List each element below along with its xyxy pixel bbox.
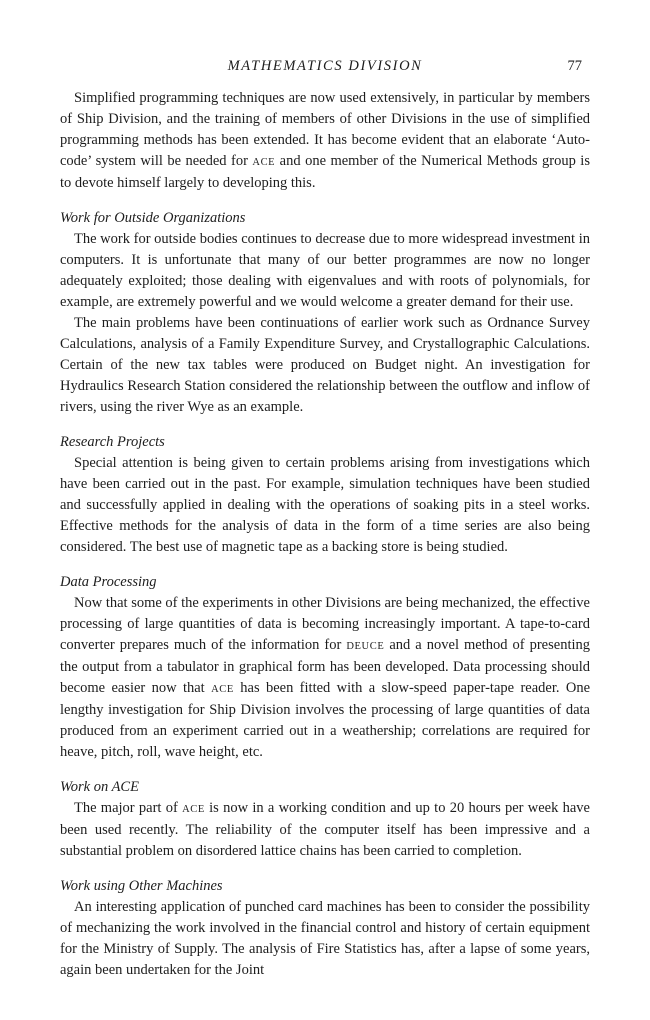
body-paragraph xyxy=(60,229,590,313)
text-run: and one member of the Numerical Methods group is to devote himself largely to developing this. xyxy=(60,153,590,191)
text-run: The work for outside bodies continues to decrease due to more widespread investment in computers. It is unfortunate that many of our better programmes are now no longer adequately exploited; those dealing with eigenvalues and with roots of polynomials, for example, are extremely powerful and we would welcome a greater demand for their use. xyxy=(60,231,590,310)
body-paragraph xyxy=(60,88,590,194)
intro-section xyxy=(60,88,590,194)
section-heading: Work on ACE xyxy=(60,779,139,795)
small-caps-term: ACE xyxy=(252,157,276,168)
body-paragraph xyxy=(60,453,590,558)
body-paragraph xyxy=(60,593,590,763)
section xyxy=(60,418,590,558)
section-heading: Work using Other Machines xyxy=(60,878,223,894)
document-page xyxy=(60,58,590,981)
small-caps-term: ACE xyxy=(211,684,234,695)
text-run: and a novel method of presenting the output from a tabulator in graphical form has been developed. Data processing should become easier now that xyxy=(60,637,590,696)
text-run: The major part of xyxy=(74,800,183,816)
text-run: An interesting application of punched card machines has been to consider the possibility of mechanizing the work involved in the financial control and history of certain equipment for the Ministry of Supply. The analysis of Fire Statistics has, after a lapse of some years, again been undertaken for the Joint xyxy=(60,899,590,978)
section-heading: Work for Outside Organizations xyxy=(60,210,246,226)
body-paragraph xyxy=(60,798,590,862)
running-head xyxy=(60,58,590,80)
section xyxy=(60,194,590,418)
body-paragraph xyxy=(60,897,590,981)
body-paragraph xyxy=(60,313,590,418)
text-run: Now that some of the experiments in other Divisions are being mechanized, the effective processing of large quantities of data is becoming increasingly important. A tape-to-card converter prepares much of the information for xyxy=(60,595,590,653)
small-caps-term: DEUCE xyxy=(346,641,385,652)
text-run: has been fitted with a slow-speed paper-tape reader. One lengthy investigation for Ship Division involves the processing of large quantities of data produced from an experiment carried out in a weathership; correlations are required for heave, pitch, roll, wave height, etc. xyxy=(60,680,591,760)
section-heading: Research Projects xyxy=(60,434,165,450)
page-number: 77 xyxy=(567,58,582,74)
sections-container xyxy=(60,194,590,981)
section-heading: Data Processing xyxy=(60,574,157,590)
section xyxy=(60,558,590,763)
small-caps-term: ACE xyxy=(182,804,205,815)
text-run: The main problems have been continuations of earlier work such as Ordnance Survey Calculations, analysis of a Family Expenditure Survey, and Crystallographic Calculations. Certain of the new tax tables were produced on Budget night. An investigation for Hydraulics Research Station considered the relationship between the outflow and inflow of rivers, using the river Wye as an example. xyxy=(60,315,590,415)
running-head-title: MATHEMATICS DIVISION xyxy=(227,58,423,74)
text-run: Special attention is being given to certain problems arising from investigations which have been carried out in the past. For example, simulation techniques have been studied and successfully applied in dealing with the operations of soaking pits in a steel works. Effective methods for the analysis of data in the form of a time series are also being considered. The best use of magnetic tape as a backing store is being studied. xyxy=(60,455,590,555)
text-run: is now in a working condition and up to 20 hours per week have been used recently. The reliability of the computer itself has been impressive and a substantial problem on disordered lattice chains has been carried to completion. xyxy=(60,800,590,859)
text-run: Simplified programming techniques are now used extensively, in particular by members of Ship Division, and the training of members of other Divisions in the use of simplified programming methods has been extended. It has become evident that an elaborate ‘Auto-code’ system will be needed for xyxy=(60,90,590,169)
section xyxy=(60,862,590,981)
section xyxy=(60,763,590,862)
